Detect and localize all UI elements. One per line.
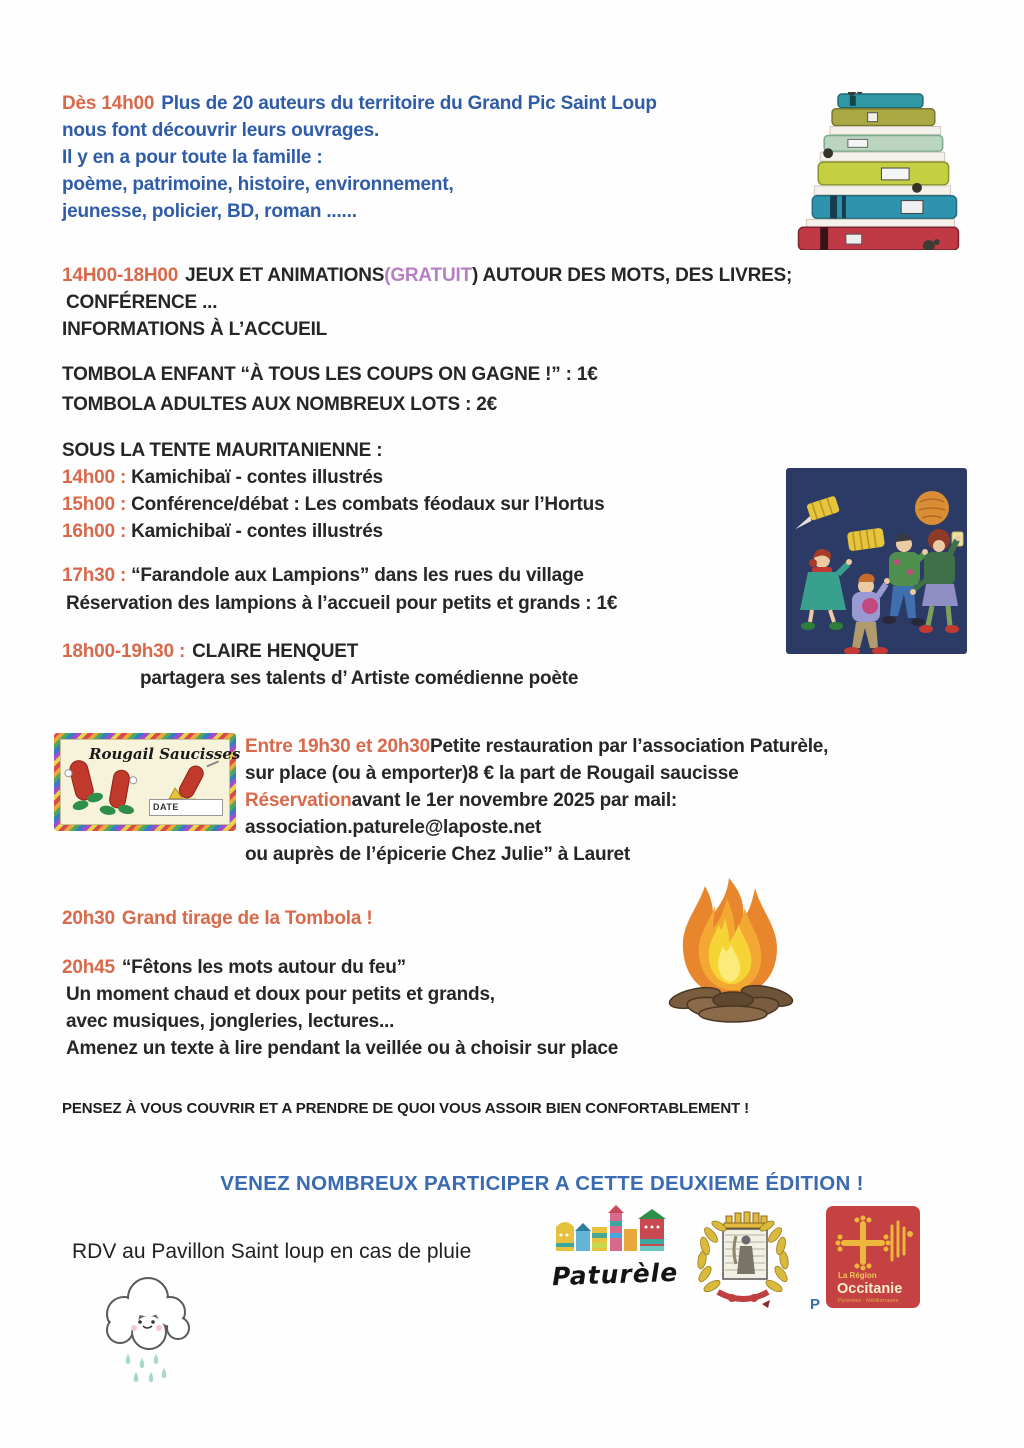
books-stack-illustration bbox=[788, 92, 966, 255]
advice-line: PENSEZ À VOUS COUVRIR ET A PRENDRE DE QUOI VOUS ASSOIR BIEN CONFORTABLEMENT ! bbox=[62, 1100, 750, 1117]
animations-line-2: CONFÉRENCE ... bbox=[66, 292, 218, 313]
animations-time: 14H00-18H00 bbox=[62, 265, 179, 286]
restauration-line-5: ou auprès de l’épicerie Chez Julie” à Lauret bbox=[245, 844, 631, 865]
occitanie-name-text: Occitanie bbox=[837, 1281, 903, 1297]
tirage-line: 20h30 Grand tirage de la Tombola ! bbox=[62, 908, 373, 929]
restauration-email: association.paturele@laposte.net bbox=[245, 817, 542, 838]
tombola-line-1: TOMBOLA ENFANT “À TOUS LES COUPS ON GAGNE !” : 1€ bbox=[62, 364, 598, 385]
animations-line-3: INFORMATIONS À L’ACCUEIL bbox=[62, 319, 328, 340]
paturele-village-icon bbox=[552, 1205, 672, 1257]
claire-block bbox=[62, 638, 578, 692]
feu-line-4: Amenez un texte à lire pendant la veillée ou à choisir sur place bbox=[66, 1038, 619, 1059]
lauret-coat-of-arms bbox=[692, 1206, 794, 1323]
feu-block bbox=[62, 954, 618, 1062]
intro-line-5: jeunesse, policier, BD, roman ...... bbox=[62, 201, 357, 222]
animations-line-1: 14H00-18H00 JEUX ET ANIMATIONS(GRATUIT) AUTOUR DES MOTS, DES LIVRES; bbox=[62, 265, 793, 286]
claire-line-2: partagera ses talents d’ Artiste comédienne poète bbox=[140, 668, 579, 689]
restauration-line-3: Réservationavant le 1er novembre 2025 par mail: bbox=[245, 790, 678, 811]
intro-time: Dès 14h00 bbox=[62, 93, 155, 114]
cta-line: VENEZ NOMBREUX PARTICIPER A CETTE DEUXIEME ÉDITION ! bbox=[220, 1172, 864, 1195]
restauration-line-2: sur place (ou à emporter)8 € la part de Rougail saucisse bbox=[245, 763, 739, 784]
campfire-illustration bbox=[655, 876, 807, 1029]
farandole-line-1: 17h30 : “Farandole aux Lampions” dans les rues du village bbox=[62, 565, 584, 586]
tombola-line-2: TOMBOLA ADULTES AUX NOMBREUX LOTS : 2€ bbox=[62, 394, 498, 415]
occitanie-sub-text: Pyrénées - Méditerranée bbox=[838, 1298, 899, 1304]
occitanie-logo bbox=[826, 1206, 920, 1313]
farandole-block bbox=[62, 562, 617, 618]
intro-line-1: Dès 14h00 Plus de 20 auteurs du territoire du Grand Pic Saint Loup bbox=[62, 93, 657, 114]
rougail-date-box: DATE bbox=[149, 799, 223, 816]
rougail-title: Rougail Saucisses bbox=[89, 745, 241, 763]
occitanie-region-text: La Région bbox=[838, 1271, 877, 1280]
tent-item-3: 16h00 : Kamichibaï - contes illustrés bbox=[62, 521, 383, 542]
animations-block bbox=[62, 262, 792, 343]
tent-block bbox=[62, 437, 604, 545]
intro-line-3: Il y en a pour toute la famille : bbox=[62, 147, 323, 168]
rougail-saucisses-label bbox=[54, 733, 241, 831]
restauration-line-1: Entre 19h30 et 20h30Petite restauration par l’association Paturèle, bbox=[245, 736, 829, 757]
feu-line-1: 20h45 “Fêtons les mots autour du feu” bbox=[62, 957, 406, 978]
intro-line-4: poème, patrimoine, histoire, environnement, bbox=[62, 174, 454, 195]
paturele-logo bbox=[551, 1205, 684, 1292]
rain-cloud-drawing bbox=[94, 1270, 198, 1391]
gratuit-label: (GRATUIT bbox=[384, 265, 472, 286]
intro-line-2: nous font découvrir leurs ouvrages. bbox=[62, 120, 380, 141]
tombola-block bbox=[62, 360, 598, 420]
restauration-block bbox=[245, 733, 828, 868]
feu-line-2: Un moment chaud et doux pour petits et grands, bbox=[66, 984, 495, 1005]
claire-line-1: 18h00-19h30 : CLAIRE HENQUET bbox=[62, 641, 359, 662]
tent-item-1: 14h00 : Kamichibaï - contes illustrés bbox=[62, 467, 383, 488]
lantern-parade-illustration bbox=[786, 468, 967, 659]
paturele-logo-text: Paturèle bbox=[551, 1257, 679, 1292]
rain-note: RDV au Pavillon Saint loup en cas de pluie bbox=[72, 1240, 472, 1263]
tent-item-2: 15h00 : Conférence/débat : Les combats féodaux sur l’Hortus bbox=[62, 494, 605, 515]
tirage-block bbox=[62, 905, 372, 932]
intro-block bbox=[62, 90, 657, 225]
p-mark: P bbox=[810, 1296, 821, 1313]
farandole-line-2: Réservation des lampions à l’accueil pour petits et grands : 1€ bbox=[66, 593, 618, 614]
tent-title: SOUS LA TENTE MAURITANIENNE : bbox=[62, 440, 383, 461]
feu-line-3: avec musiques, jongleries, lectures... bbox=[66, 1011, 395, 1032]
